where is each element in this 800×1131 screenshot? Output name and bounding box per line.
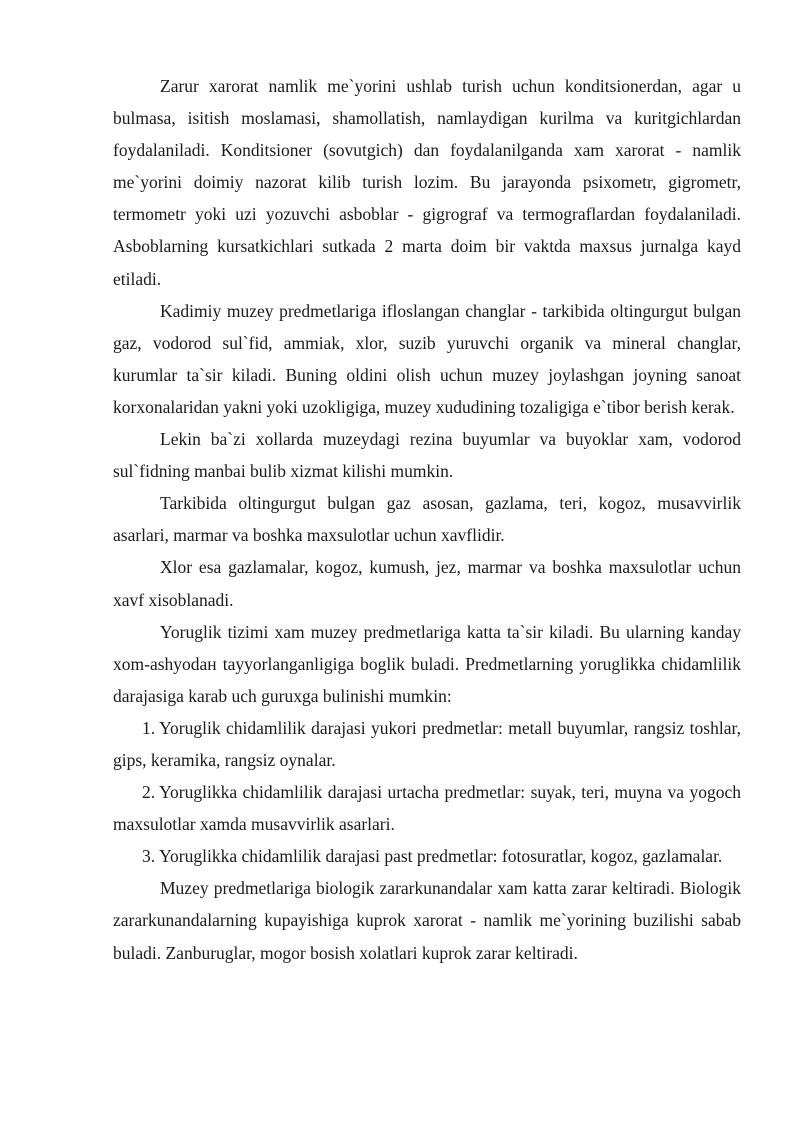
paragraph-sulfur-gas: Tarkibida oltingurgut bulgan gaz asosan, gazlama, teri, kogoz, musavvirlik asarlari, marmar va boshka maxsulotlar uchun xavflidir. xyxy=(113,493,741,546)
paragraph-rubber-sources: Lekin ba`zi xollarda muzeydagi rezina buyumlar va buyoklar xam, vodorod sul`fidning manbai bulib xizmat kilishi mumkin. xyxy=(113,429,741,482)
list-number: 2. xyxy=(142,782,156,803)
list-text: Yoruglikka chidamlilik darajasi past predmetlar: fotosuratlar, kogoz, gazlamalar. xyxy=(159,846,723,867)
paragraph-dust-pollution: Kadimiy muzey predmetlariga ifloslangan changlar - tarkibida oltingurgut bulgan gaz, vodorod sul`fid, ammiak, xlor, suzib yuruvchi organik va mineral changlar, kurumlar ta`sir kiladi. Buning oldini olish uchun muzey joylashgan joyning sanoat korxonalaridan yakni yoki uzokligiga, muzey xududining tozaligiga e`tibor berish kerak. xyxy=(113,300,741,417)
list-item xyxy=(113,712,741,776)
paragraph-lighting: Yoruglik tizimi xam muzey predmetlariga katta ta`sir kiladi. Bu ularning kanday xom-ashyodaн tayyorlanganligiga boglik buladi. Predmetlarning yoruglikka chidamlilik darajasiga karab uch guruxga bulinishi mumkin: xyxy=(113,621,741,706)
list-number: 3. xyxy=(142,846,156,867)
paragraph-chlorine: Xlor esa gazlamalar, kogoz, kumush, jez, marmar va boshka maxsulotlar uchun xavf xisoblanadi. xyxy=(113,557,741,610)
paragraph-biological-pests: Muzey predmetlariga biologik zararkunandalar xam katta zarar keltiradi. Biologik zararkunandalarning kupayishiga kuprok xarorat - namlik me`yorining buzilishi sabab buladi. Zanburuglar, mogor bosish xolatlari kuprok zarar keltiradi. xyxy=(113,878,741,963)
list-text: Yoruglikka chidamlilik darajasi urtacha predmetlar: suyak, teri, muyna va yogoch maxsulotlar xamda musavvirlik asarlari. xyxy=(113,782,741,835)
document-page xyxy=(113,70,741,969)
list-item xyxy=(113,776,741,840)
list-text: Yoruglik chidamlilik darajasi yukori predmetlar: metall buyumlar, rangsiz toshlar, gips, keramika, rangsiz oynalar. xyxy=(113,717,741,770)
list-item xyxy=(113,840,741,872)
list-number: 1. xyxy=(142,717,156,738)
paragraph-climate-control: Zarur xarorat namlik me`yorini ushlab turish uchun konditsionerdan, agar u bulmasa, isitish moslamasi, shamollatish, namlaydigan kurilma va kuritgichlardan foydalaniladi. Konditsioner (sovutgich) dan foydalanilganda xam xarorat - namlik me`yorini doimiy nazorat kilib turish lozim. Bu jarayonda psixometr, gigrometr, termometr yoki uzi yozuvchi asboblar - gigrograf va termograflardan foydalaniladi. Asboblarning kursatkichlari sutkada 2 marta doim bir vaktda maxsus jurnalga kayd etiladi. xyxy=(113,76,741,289)
